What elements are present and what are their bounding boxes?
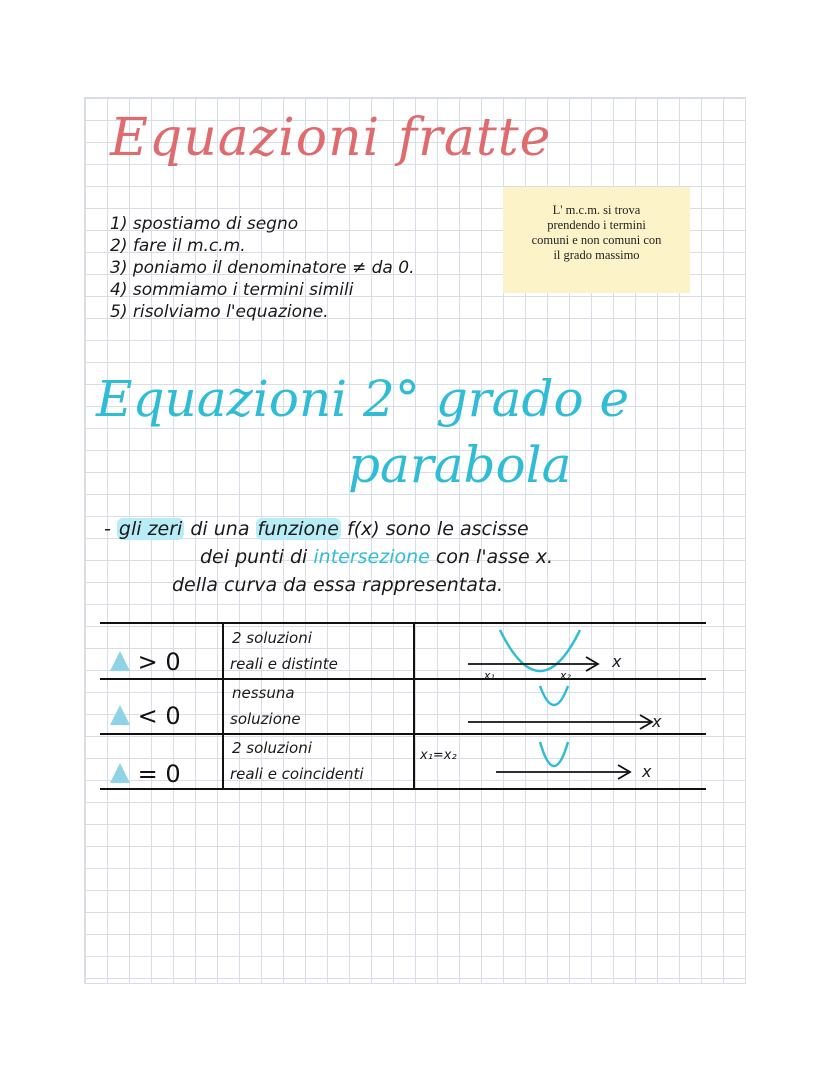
- text: con l'asse x.: [429, 546, 553, 568]
- relation: > 0: [137, 648, 181, 676]
- step-3: 3) poniamo il denominatore ≠ da 0.: [110, 258, 415, 278]
- parabola-row-3: [540, 742, 568, 766]
- text: dei punti di: [200, 546, 314, 568]
- text: f(x) sono le ascisse: [340, 518, 529, 540]
- desc-row-3-a: 2 soluzioni: [232, 739, 312, 757]
- axis-label-x: x: [652, 712, 662, 731]
- text: di una: [184, 518, 256, 540]
- parabola-row-2: [540, 686, 568, 705]
- dash: -: [104, 518, 111, 540]
- axis-label-x: x: [612, 652, 622, 671]
- desc-row-2-a: nessuna: [232, 684, 295, 702]
- paragraph-line-3: della curva da essa rappresentata.: [172, 574, 504, 596]
- relation: = 0: [137, 760, 181, 788]
- title-equazioni-fratte: Equazioni fratte: [110, 108, 552, 168]
- step-5: 5) risolviamo l'equazione.: [110, 302, 329, 322]
- label-x2: x₂: [560, 669, 571, 682]
- highlight-funzione: funzione: [257, 518, 339, 540]
- desc-row-1-a: 2 soluzioni: [232, 629, 312, 647]
- relation: < 0: [137, 702, 181, 730]
- desc-row-3-b: reali e coincidenti: [230, 765, 364, 783]
- eq-x1-x2: x₁=x₂: [420, 748, 457, 763]
- note-line: comuni e non comuni con: [531, 233, 662, 247]
- label-x1: x₁: [484, 669, 495, 682]
- desc-row-2-b: soluzione: [230, 710, 301, 728]
- desc-row-1-b: reali e distinte: [230, 655, 338, 673]
- step-1: 1) spostiamo di segno: [110, 214, 299, 234]
- note-line: L' m.c.m. si trova: [552, 203, 641, 217]
- title-equazioni-secondo-grado: Equazioni 2° grado e: [96, 370, 630, 428]
- highlight-zeri: gli zeri: [118, 518, 183, 540]
- note-line: il grado massimo: [553, 248, 640, 262]
- step-2: 2) fare il m.c.m.: [110, 236, 246, 256]
- note-line: prendendo i termini: [547, 218, 646, 232]
- axis-label-x: x: [642, 762, 652, 781]
- title-parabola: parabola: [348, 436, 572, 494]
- step-4: 4) sommiamo i termini simili: [110, 280, 354, 300]
- word-intersezione: intersezione: [313, 546, 430, 568]
